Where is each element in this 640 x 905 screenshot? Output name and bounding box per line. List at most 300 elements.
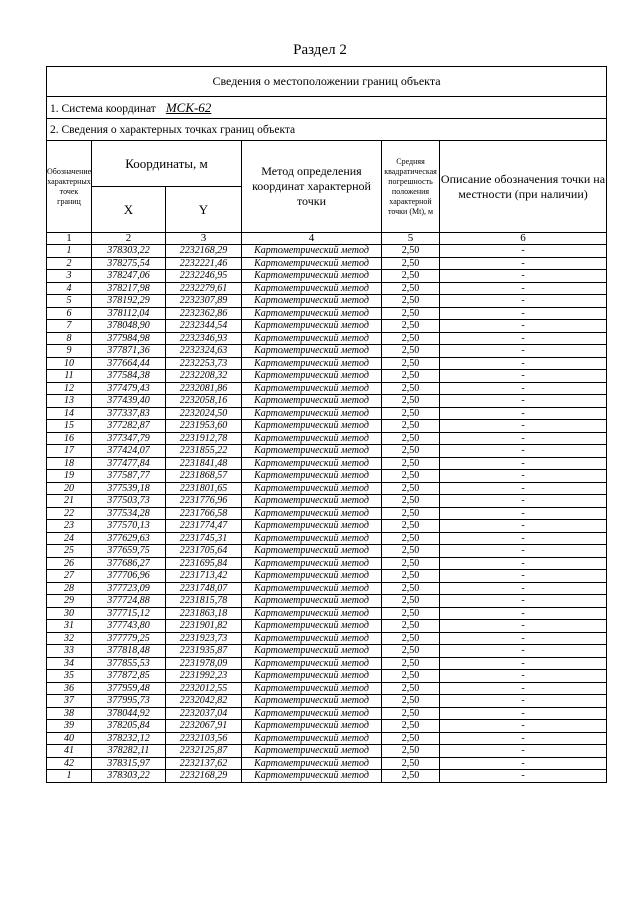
y-coord-cell: 2232168,29 <box>166 245 242 258</box>
description-cell: - <box>440 370 607 383</box>
method-cell: Картометрический метод <box>242 557 382 570</box>
description-cell: - <box>440 770 607 783</box>
coordinate-system-value: МСК-62 <box>165 99 212 115</box>
point-id-cell: 18 <box>47 457 92 470</box>
method-cell: Картометрический метод <box>242 407 382 420</box>
y-coord-cell: 2232103,56 <box>166 732 242 745</box>
method-cell: Картометрический метод <box>242 582 382 595</box>
x-coord-cell: 377629,63 <box>92 532 166 545</box>
method-cell: Картометрический метод <box>242 445 382 458</box>
y-coord-cell: 2232012,55 <box>166 682 242 695</box>
point-id-cell: 14 <box>47 407 92 420</box>
description-cell: - <box>440 570 607 583</box>
description-cell: - <box>440 645 607 658</box>
error-cell: 2,50 <box>382 607 440 620</box>
point-id-cell: 26 <box>47 557 92 570</box>
y-coord-cell: 2231766,58 <box>166 507 242 520</box>
description-cell: - <box>440 607 607 620</box>
method-cell: Картометрический метод <box>242 382 382 395</box>
method-cell: Картометрический метод <box>242 707 382 720</box>
table-row <box>47 520 607 533</box>
x-coord-cell: 378112,04 <box>92 307 166 320</box>
error-cell: 2,50 <box>382 445 440 458</box>
x-coord-cell: 377715,12 <box>92 607 166 620</box>
point-id-cell: 37 <box>47 695 92 708</box>
description-cell: - <box>440 470 607 483</box>
description-cell: - <box>440 720 607 733</box>
description-cell: - <box>440 532 607 545</box>
error-cell: 2,50 <box>382 395 440 408</box>
table-row <box>47 257 607 270</box>
table-row <box>47 420 607 433</box>
x-coord-cell: 377534,28 <box>92 507 166 520</box>
table-row <box>47 495 607 508</box>
point-id-cell: 21 <box>47 495 92 508</box>
x-coord-cell: 378275,54 <box>92 257 166 270</box>
point-id-cell: 19 <box>47 470 92 483</box>
method-cell: Картометрический метод <box>242 357 382 370</box>
table-row <box>47 345 607 358</box>
x-coord-cell: 377439,40 <box>92 395 166 408</box>
description-cell: - <box>440 695 607 708</box>
x-coord-cell: 377818,48 <box>92 645 166 658</box>
x-coord-cell: 378048,90 <box>92 320 166 333</box>
point-id-cell: 24 <box>47 532 92 545</box>
error-cell: 2,50 <box>382 732 440 745</box>
table-row <box>47 482 607 495</box>
error-cell: 2,50 <box>382 695 440 708</box>
x-coord-cell: 377424,07 <box>92 445 166 458</box>
method-cell: Картометрический метод <box>242 507 382 520</box>
y-coord-cell: 2231745,31 <box>166 532 242 545</box>
method-cell: Картометрический метод <box>242 320 382 333</box>
error-cell: 2,50 <box>382 720 440 733</box>
table-row <box>47 620 607 633</box>
x-coord-cell: 378192,29 <box>92 295 166 308</box>
point-id-cell: 42 <box>47 757 92 770</box>
x-coord-cell: 377479,43 <box>92 382 166 395</box>
table-row <box>47 407 607 420</box>
table-row <box>47 582 607 595</box>
method-cell: Картометрический метод <box>242 570 382 583</box>
col-method-header: Метод определения координат характерной точки <box>242 141 382 233</box>
error-cell: 2,50 <box>382 307 440 320</box>
point-id-cell: 1 <box>47 770 92 783</box>
description-cell: - <box>440 445 607 458</box>
point-id-cell: 36 <box>47 682 92 695</box>
table-row <box>47 457 607 470</box>
y-coord-cell: 2231801,65 <box>166 482 242 495</box>
table-row <box>47 745 607 758</box>
table-row <box>47 295 607 308</box>
error-cell: 2,50 <box>382 495 440 508</box>
x-coord-cell: 377995,73 <box>92 695 166 708</box>
y-coord-cell: 2231748,07 <box>166 582 242 595</box>
x-coord-cell: 377779,25 <box>92 632 166 645</box>
coordinate-system-label: 1. Система координат <box>50 102 156 115</box>
x-coord-cell: 378044,92 <box>92 707 166 720</box>
description-cell: - <box>440 357 607 370</box>
page-title: Раздел 2 <box>293 42 347 58</box>
method-cell: Картометрический метод <box>242 545 382 558</box>
y-coord-cell: 2232221,46 <box>166 257 242 270</box>
method-cell: Картометрический метод <box>242 432 382 445</box>
description-cell: - <box>440 557 607 570</box>
x-coord-cell: 378282,11 <box>92 745 166 758</box>
method-cell: Картометрический метод <box>242 745 382 758</box>
error-cell: 2,50 <box>382 770 440 783</box>
error-cell: 2,50 <box>382 582 440 595</box>
description-cell: - <box>440 407 607 420</box>
table-row <box>47 757 607 770</box>
description-cell: - <box>440 345 607 358</box>
error-cell: 2,50 <box>382 670 440 683</box>
error-cell: 2,50 <box>382 657 440 670</box>
col-y-header: Y <box>166 187 242 233</box>
point-id-cell: 25 <box>47 545 92 558</box>
description-cell: - <box>440 670 607 683</box>
x-coord-cell: 377659,75 <box>92 545 166 558</box>
point-id-cell: 2 <box>47 257 92 270</box>
point-id-cell: 20 <box>47 482 92 495</box>
x-coord-cell: 378205,84 <box>92 720 166 733</box>
description-cell: - <box>440 432 607 445</box>
table-row <box>47 245 607 258</box>
error-cell: 2,50 <box>382 682 440 695</box>
x-coord-cell: 378315,97 <box>92 757 166 770</box>
x-coord-cell: 377724,88 <box>92 595 166 608</box>
method-cell: Картометрический метод <box>242 645 382 658</box>
y-coord-cell: 2232346,93 <box>166 332 242 345</box>
error-cell: 2,50 <box>382 332 440 345</box>
x-coord-cell: 377855,53 <box>92 657 166 670</box>
y-coord-cell: 2232246,95 <box>166 270 242 283</box>
method-cell: Картометрический метод <box>242 670 382 683</box>
method-cell: Картометрический метод <box>242 657 382 670</box>
x-coord-cell: 377477,84 <box>92 457 166 470</box>
y-coord-cell: 2231705,64 <box>166 545 242 558</box>
col-number: 3 <box>166 233 242 245</box>
y-coord-cell: 2232024,50 <box>166 407 242 420</box>
y-coord-cell: 2231841,48 <box>166 457 242 470</box>
point-id-cell: 5 <box>47 295 92 308</box>
description-cell: - <box>440 295 607 308</box>
point-id-cell: 31 <box>47 620 92 633</box>
description-cell: - <box>440 732 607 745</box>
point-id-cell: 10 <box>47 357 92 370</box>
table-row <box>47 320 607 333</box>
error-cell: 2,50 <box>382 557 440 570</box>
error-cell: 2,50 <box>382 507 440 520</box>
y-coord-cell: 2232081,86 <box>166 382 242 395</box>
point-id-cell: 3 <box>47 270 92 283</box>
error-cell: 2,50 <box>382 645 440 658</box>
point-id-cell: 8 <box>47 332 92 345</box>
description-cell: - <box>440 657 607 670</box>
method-cell: Картометрический метод <box>242 695 382 708</box>
description-cell: - <box>440 320 607 333</box>
method-cell: Картометрический метод <box>242 257 382 270</box>
x-coord-cell: 377347,79 <box>92 432 166 445</box>
col-desc-header: Описание обозначения точки на местности (при наличии) <box>440 141 607 233</box>
x-coord-cell: 378217,98 <box>92 282 166 295</box>
table-row <box>47 645 607 658</box>
y-coord-cell: 2232362,86 <box>166 307 242 320</box>
x-coord-cell: 378232,12 <box>92 732 166 745</box>
table-row <box>47 695 607 708</box>
point-id-cell: 23 <box>47 520 92 533</box>
col-number: 2 <box>92 233 166 245</box>
description-cell: - <box>440 757 607 770</box>
y-coord-cell: 2231978,09 <box>166 657 242 670</box>
table-row <box>47 470 607 483</box>
y-coord-cell: 2232168,29 <box>166 770 242 783</box>
table-row <box>47 720 607 733</box>
table-row <box>47 357 607 370</box>
table-row <box>47 370 607 383</box>
method-cell: Картометрический метод <box>242 345 382 358</box>
method-cell: Картометрический метод <box>242 457 382 470</box>
boundary-points-table <box>46 66 607 783</box>
points-section-label: 2. Сведения о характерных точках границ объекта <box>47 119 607 141</box>
y-coord-cell: 2231935,87 <box>166 645 242 658</box>
table-row <box>47 307 607 320</box>
table-row <box>47 732 607 745</box>
method-cell: Картометрический метод <box>242 295 382 308</box>
error-cell: 2,50 <box>382 295 440 308</box>
point-id-cell: 15 <box>47 420 92 433</box>
point-id-cell: 1 <box>47 245 92 258</box>
table-row <box>47 332 607 345</box>
table-row <box>47 557 607 570</box>
point-id-cell: 35 <box>47 670 92 683</box>
description-cell: - <box>440 457 607 470</box>
method-cell: Картометрический метод <box>242 770 382 783</box>
error-cell: 2,50 <box>382 382 440 395</box>
method-cell: Картометрический метод <box>242 470 382 483</box>
description-cell: - <box>440 282 607 295</box>
error-cell: 2,50 <box>382 745 440 758</box>
y-coord-cell: 2231713,42 <box>166 570 242 583</box>
point-id-cell: 40 <box>47 732 92 745</box>
table-row <box>47 770 607 783</box>
error-cell: 2,50 <box>382 432 440 445</box>
method-cell: Картометрический метод <box>242 757 382 770</box>
y-coord-cell: 2232058,16 <box>166 395 242 408</box>
description-cell: - <box>440 245 607 258</box>
point-id-cell: 34 <box>47 657 92 670</box>
error-cell: 2,50 <box>382 357 440 370</box>
x-coord-cell: 377959,48 <box>92 682 166 695</box>
y-coord-cell: 2231953,60 <box>166 420 242 433</box>
point-id-cell: 32 <box>47 632 92 645</box>
y-coord-cell: 2231992,23 <box>166 670 242 683</box>
col-error-header: Средняя квадратическая погрешность положения характерной точки (Mt), м <box>382 141 440 233</box>
point-id-cell: 27 <box>47 570 92 583</box>
error-cell: 2,50 <box>382 407 440 420</box>
table-row <box>47 270 607 283</box>
point-id-cell: 7 <box>47 320 92 333</box>
column-numbers-row <box>47 233 607 245</box>
table-row <box>47 395 607 408</box>
description-cell: - <box>440 620 607 633</box>
y-coord-cell: 2231868,57 <box>166 470 242 483</box>
table-row <box>47 570 607 583</box>
y-coord-cell: 2231774,47 <box>166 520 242 533</box>
point-id-cell: 17 <box>47 445 92 458</box>
point-id-cell: 13 <box>47 395 92 408</box>
col-point-header: Обозначение характерных точек границ <box>47 141 92 233</box>
x-coord-cell: 377282,87 <box>92 420 166 433</box>
col-number: 6 <box>440 233 607 245</box>
x-coord-cell: 377337,83 <box>92 407 166 420</box>
error-cell: 2,50 <box>382 282 440 295</box>
method-cell: Картометрический метод <box>242 245 382 258</box>
table-row <box>47 282 607 295</box>
point-id-cell: 41 <box>47 745 92 758</box>
point-id-cell: 33 <box>47 645 92 658</box>
point-id-cell: 16 <box>47 432 92 445</box>
y-coord-cell: 2232137,62 <box>166 757 242 770</box>
x-coord-cell: 377984,98 <box>92 332 166 345</box>
method-cell: Картометрический метод <box>242 370 382 383</box>
description-cell: - <box>440 395 607 408</box>
error-cell: 2,50 <box>382 620 440 633</box>
point-id-cell: 38 <box>47 707 92 720</box>
error-cell: 2,50 <box>382 245 440 258</box>
y-coord-cell: 2231912,78 <box>166 432 242 445</box>
description-cell: - <box>440 520 607 533</box>
x-coord-cell: 377872,85 <box>92 670 166 683</box>
col-number: 5 <box>382 233 440 245</box>
x-coord-cell: 377664,44 <box>92 357 166 370</box>
coordinate-system-row <box>47 97 607 119</box>
y-coord-cell: 2231776,96 <box>166 495 242 508</box>
description-cell: - <box>440 745 607 758</box>
error-cell: 2,50 <box>382 707 440 720</box>
method-cell: Картометрический метод <box>242 532 382 545</box>
x-coord-cell: 377570,13 <box>92 520 166 533</box>
method-cell: Картометрический метод <box>242 720 382 733</box>
table-row <box>47 432 607 445</box>
x-coord-cell: 377686,27 <box>92 557 166 570</box>
y-coord-cell: 2231863,18 <box>166 607 242 620</box>
method-cell: Картометрический метод <box>242 282 382 295</box>
y-coord-cell: 2232324,63 <box>166 345 242 358</box>
table-row <box>47 707 607 720</box>
method-cell: Картометрический метод <box>242 632 382 645</box>
point-id-cell: 4 <box>47 282 92 295</box>
x-coord-cell: 377871,36 <box>92 345 166 358</box>
y-coord-cell: 2232253,73 <box>166 357 242 370</box>
error-cell: 2,50 <box>382 370 440 383</box>
table-row <box>47 545 607 558</box>
table-row <box>47 445 607 458</box>
coordinates-table-frame <box>46 66 606 783</box>
description-cell: - <box>440 595 607 608</box>
table-row <box>47 682 607 695</box>
col-number: 4 <box>242 233 382 245</box>
table-row <box>47 382 607 395</box>
x-coord-cell: 377503,73 <box>92 495 166 508</box>
error-cell: 2,50 <box>382 482 440 495</box>
description-cell: - <box>440 332 607 345</box>
col-number: 1 <box>47 233 92 245</box>
method-cell: Картометрический метод <box>242 682 382 695</box>
y-coord-cell: 2232208,32 <box>166 370 242 383</box>
table-row <box>47 670 607 683</box>
description-cell: - <box>440 270 607 283</box>
x-coord-cell: 377723,09 <box>92 582 166 595</box>
col-x-header: X <box>92 187 166 233</box>
description-cell: - <box>440 307 607 320</box>
table-row <box>47 595 607 608</box>
y-coord-cell: 2232279,61 <box>166 282 242 295</box>
method-cell: Картометрический метод <box>242 395 382 408</box>
point-id-cell: 6 <box>47 307 92 320</box>
method-cell: Картометрический метод <box>242 620 382 633</box>
table-header: Сведения о местоположении границ объекта <box>47 67 607 97</box>
col-coords-header: Координаты, м <box>92 141 242 187</box>
method-cell: Картометрический метод <box>242 595 382 608</box>
method-cell: Картометрический метод <box>242 482 382 495</box>
error-cell: 2,50 <box>382 545 440 558</box>
method-cell: Картометрический метод <box>242 520 382 533</box>
x-coord-cell: 377743,80 <box>92 620 166 633</box>
method-cell: Картометрический метод <box>242 270 382 283</box>
error-cell: 2,50 <box>382 420 440 433</box>
method-cell: Картометрический метод <box>242 495 382 508</box>
error-cell: 2,50 <box>382 257 440 270</box>
error-cell: 2,50 <box>382 457 440 470</box>
table-row <box>47 532 607 545</box>
point-id-cell: 28 <box>47 582 92 595</box>
x-coord-cell: 377584,38 <box>92 370 166 383</box>
table-row <box>47 607 607 620</box>
y-coord-cell: 2231923,73 <box>166 632 242 645</box>
error-cell: 2,50 <box>382 757 440 770</box>
y-coord-cell: 2232037,04 <box>166 707 242 720</box>
error-cell: 2,50 <box>382 532 440 545</box>
error-cell: 2,50 <box>382 520 440 533</box>
error-cell: 2,50 <box>382 570 440 583</box>
description-cell: - <box>440 707 607 720</box>
x-coord-cell: 378247,06 <box>92 270 166 283</box>
method-cell: Картометрический метод <box>242 607 382 620</box>
point-id-cell: 29 <box>47 595 92 608</box>
table-row <box>47 632 607 645</box>
y-coord-cell: 2232344,54 <box>166 320 242 333</box>
table-row <box>47 507 607 520</box>
method-cell: Картометрический метод <box>242 420 382 433</box>
description-cell: - <box>440 420 607 433</box>
description-cell: - <box>440 257 607 270</box>
description-cell: - <box>440 382 607 395</box>
x-coord-cell: 377587,77 <box>92 470 166 483</box>
point-id-cell: 39 <box>47 720 92 733</box>
y-coord-cell: 2231855,22 <box>166 445 242 458</box>
y-coord-cell: 2232307,89 <box>166 295 242 308</box>
description-cell: - <box>440 507 607 520</box>
description-cell: - <box>440 545 607 558</box>
point-id-cell: 11 <box>47 370 92 383</box>
point-id-cell: 9 <box>47 345 92 358</box>
error-cell: 2,50 <box>382 270 440 283</box>
y-coord-cell: 2231695,84 <box>166 557 242 570</box>
error-cell: 2,50 <box>382 595 440 608</box>
y-coord-cell: 2231901,82 <box>166 620 242 633</box>
error-cell: 2,50 <box>382 632 440 645</box>
